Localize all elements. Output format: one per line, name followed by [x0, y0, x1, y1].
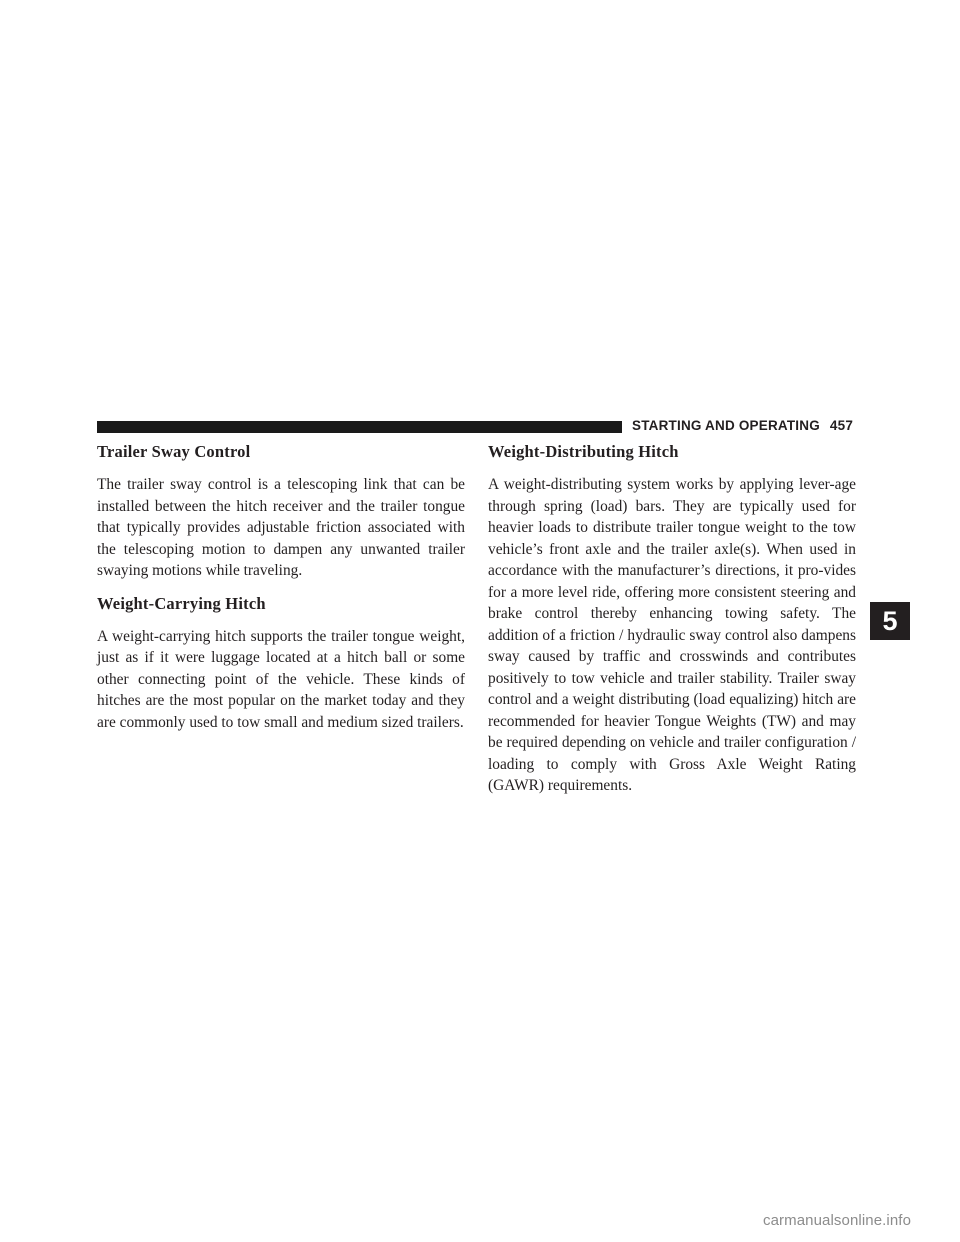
watermark: carmanualsonline.info	[763, 1212, 912, 1229]
heading-weight-distributing-hitch: Weight-Distributing Hitch	[488, 442, 679, 461]
left-column	[97, 440, 465, 733]
paragraph-trailer-sway-control: The trailer sway control is a telescoping link that can be installed between the hitch receiver and the trailer tongue that typically provides adjustable friction associated with the telescoping motion to dampen any unwanted trailer swaying motions while traveling.	[97, 476, 465, 579]
header-rule	[97, 421, 622, 433]
paragraph-weight-distributing-hitch: A weight-distributing system works by applying lever-age through spring (load) bars. They are typically used for heavier loads to distribute trailer tongue weight to the tow vehicle’s front axle and the trailer axle(s). When used in accordance with the manufacturer’s directions, it pro-vides for a more level ride, offering more consistent steering and brake control thereby enhancing towing safety. The addition of a friction / hydraulic sway control also dampens sway caused by traffic and crosswinds and contributes positively to tow vehicle and trailer stability. Trailer sway control and a weight distributing (load equalizing) hitch are recommended for heavier Tongue Weights (TW) and may be required depending on vehicle and trailer configuration / loading to comply with Gross Axle Weight Rating (GAWR) requirements.	[488, 476, 856, 794]
running-header	[632, 418, 853, 433]
paragraph-weight-carrying-hitch: A weight-carrying hitch supports the trailer tongue weight, just as if it were luggage located at a hitch ball or some other connecting point of the vehicle. These kinds of hitches are the most popular on the market today and they are commonly used to tow small and medium sized trailers.	[97, 627, 465, 731]
right-column	[488, 440, 856, 797]
heading-trailer-sway-control: Trailer Sway Control	[97, 442, 251, 461]
heading-weight-carrying-hitch: Weight-Carrying Hitch	[97, 593, 266, 613]
chapter-tab: 5	[870, 602, 910, 640]
page-number: 457	[829, 418, 854, 433]
section-title: STARTING AND OPERATING	[632, 418, 820, 433]
